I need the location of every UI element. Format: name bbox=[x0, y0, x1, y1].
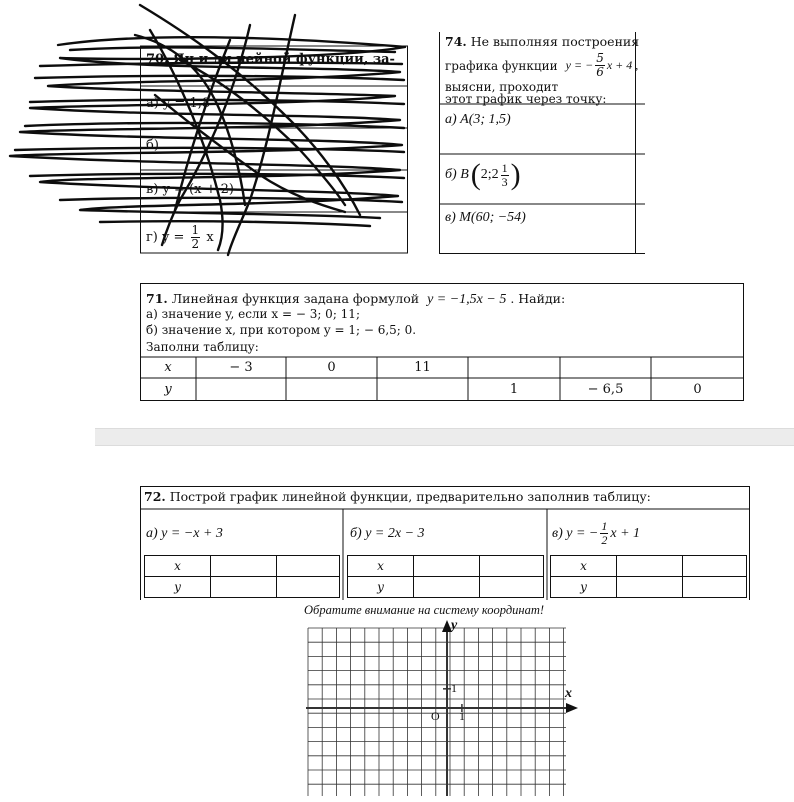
origin-label: O bbox=[431, 709, 440, 723]
fraction-denominator: 3 bbox=[501, 174, 508, 189]
task74-point-b-fraction bbox=[501, 162, 509, 189]
task74-point-b-whole: 2;2 bbox=[480, 167, 499, 182]
task71-formula: y = −1,5x − 5 bbox=[427, 292, 507, 307]
fraction-numerator: 1 bbox=[191, 223, 200, 237]
task72-card bbox=[140, 486, 750, 600]
task72-part-v-fraction bbox=[600, 520, 608, 547]
task71-cell-x-4[interactable] bbox=[468, 357, 560, 378]
task71-line1-end: . Найди: bbox=[510, 291, 566, 306]
task72a-row-x-label: x bbox=[174, 559, 181, 573]
task71-row-y-label: y bbox=[164, 382, 172, 397]
task74-line3: выясни, проходит bbox=[445, 80, 559, 94]
task71-line1 bbox=[146, 291, 565, 308]
fraction-numerator: 1 bbox=[501, 160, 508, 175]
task71-line1-text: Линейная функция задана формулой bbox=[171, 291, 420, 306]
coordinate-note: Обратите внимание на систему координат! bbox=[304, 603, 545, 617]
task71-cell-x-6[interactable] bbox=[651, 357, 744, 378]
task72b-row-x-label: x bbox=[377, 559, 384, 573]
unit-x-label: 1 bbox=[459, 709, 465, 723]
task71-cell-y-6: 0 bbox=[693, 382, 702, 397]
task71-row-x-label: x bbox=[164, 360, 172, 375]
task71-card bbox=[140, 283, 744, 401]
page-divider bbox=[95, 428, 794, 446]
task71-number: 71. bbox=[146, 291, 168, 306]
axis-y-label: y bbox=[451, 618, 458, 633]
task74-point-b-prefix: б) B bbox=[445, 167, 469, 182]
coordinate-grid-svg bbox=[306, 620, 580, 796]
task74-line2-prefix: графика функции bbox=[445, 58, 558, 73]
task71-cell-y-4: 1 bbox=[509, 382, 519, 397]
task70-title: 70. Ян и ли нейной функции, за- bbox=[146, 52, 395, 67]
fraction-denominator: 2 bbox=[601, 533, 608, 547]
task70-row-g-suffix: x bbox=[206, 230, 214, 245]
task74-point-b bbox=[445, 160, 521, 190]
task71-line2: а) значение y, если х = − 3; 0; 11; bbox=[146, 307, 360, 321]
task70-row-b: б) bbox=[146, 138, 159, 153]
fraction-numerator: 5 bbox=[596, 51, 604, 65]
task70-row-v: в) y = (x + 2) bbox=[146, 182, 234, 197]
task74-formula-suffix: x + 4 , bbox=[606, 58, 639, 72]
task74-formula-y: y = − bbox=[565, 58, 594, 72]
task71-cell-x-2: 0 bbox=[327, 360, 336, 375]
task72-part-v bbox=[552, 520, 640, 547]
task71-cell-y-5: − 6,5 bbox=[587, 382, 624, 397]
task72-number: 72. bbox=[144, 489, 166, 504]
task74-line4: этот график через точку: bbox=[445, 92, 607, 106]
x-axis-arrow bbox=[566, 703, 578, 713]
task72-title-text: Построй график линейной функции, предварительно заполнив таблицу: bbox=[169, 489, 651, 504]
task71-line3: б) значение x, при котором y = 1; − 6,5; 0. bbox=[146, 323, 417, 337]
task72-part-b: б) y = 2x − 3 bbox=[350, 526, 425, 541]
task72v-row-y-label: y bbox=[580, 580, 587, 594]
fraction-denominator: 6 bbox=[596, 65, 604, 79]
task71-cell-y-3[interactable] bbox=[377, 378, 468, 401]
unit-y-label: 1 bbox=[451, 681, 457, 695]
task72b-row-y-label: y bbox=[377, 580, 384, 594]
task74-formula-fraction bbox=[595, 52, 605, 79]
task71-cell-x-5[interactable] bbox=[560, 357, 651, 378]
task71-cell-y-1[interactable] bbox=[196, 378, 286, 401]
task74-line1 bbox=[445, 34, 639, 49]
task72-title bbox=[144, 489, 651, 504]
task70-row-g-prefix: г) y = bbox=[146, 230, 185, 245]
task71-line4: Заполни таблицу: bbox=[146, 340, 259, 354]
fraction-numerator: 1 bbox=[601, 519, 608, 533]
axis-x-label: x bbox=[565, 686, 572, 701]
task71-cell-x-1: − 3 bbox=[229, 360, 253, 375]
task70-row-a: а) y = 1,8 bbox=[146, 96, 211, 111]
task74-card bbox=[439, 32, 645, 254]
task72-part-v-suffix: x + 1 bbox=[610, 525, 641, 541]
task74-point-v: в) M(60; −54) bbox=[445, 210, 526, 225]
task72v-row-x-label: x bbox=[580, 559, 587, 573]
paren-right: ) bbox=[510, 158, 521, 191]
task72a-row-y-label: y bbox=[174, 580, 181, 594]
task74-line2 bbox=[445, 52, 638, 79]
fraction-denominator: 2 bbox=[191, 237, 200, 251]
paren-left: ( bbox=[470, 158, 481, 191]
task74-number: 74. bbox=[445, 34, 467, 49]
task72-part-a: а) y = −x + 3 bbox=[146, 526, 223, 541]
task74-point-a: а) A(3; 1,5) bbox=[445, 112, 511, 127]
task74-line1-text: Не выполняя построения bbox=[470, 34, 640, 49]
coordinate-grid[interactable] bbox=[306, 620, 580, 796]
task71-cell-x-3: 11 bbox=[414, 360, 431, 375]
task72-part-v-prefix: в) y = − bbox=[552, 525, 599, 541]
task71-cell-y-2[interactable] bbox=[286, 378, 377, 401]
